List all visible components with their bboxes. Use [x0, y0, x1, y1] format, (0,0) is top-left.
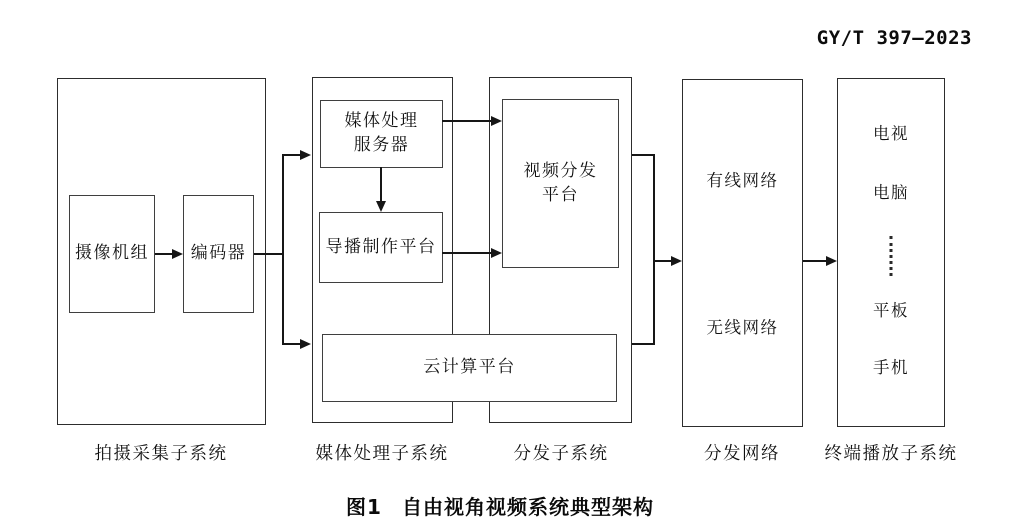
arrow-server-to-director-line	[380, 167, 382, 202]
distribution-network-label: 分发网络	[704, 444, 780, 464]
arrow-director-to-vplatform-line	[442, 252, 491, 254]
merge-bottom-line	[632, 343, 655, 345]
wireless-network-label: 无线网络	[706, 318, 779, 337]
camera-group-box	[69, 195, 155, 313]
wired-network-label: 有线网络	[706, 171, 779, 190]
video-distribution-platform-label-line1: 视频分发	[523, 160, 598, 181]
capture-subsystem-label: 拍摄采集子系统	[94, 444, 228, 464]
terminal-subsystem-box	[837, 78, 945, 427]
arrow-server-to-vplatform-line	[442, 120, 491, 122]
merge-bracket-vertical-line	[653, 154, 655, 345]
device-computer-label: 电脑	[873, 183, 909, 202]
arrow-network-to-terminal-head	[826, 256, 837, 266]
cloud-platform-label: 云计算平台	[423, 357, 516, 378]
camera-group-label: 摄像机组	[75, 243, 149, 264]
media-server-label-line2: 服务器	[353, 135, 410, 155]
video-distribution-platform-label-line2: 平台	[542, 184, 579, 205]
figure-caption	[346, 491, 654, 520]
split-top-line	[284, 154, 301, 156]
arrow-server-to-vplatform-head	[491, 116, 502, 126]
figure-number: 图1	[346, 495, 382, 519]
arrow-to-network-line	[655, 260, 672, 262]
arrow-camera-to-encoder-head	[172, 249, 183, 259]
distribution-network-box	[682, 79, 803, 427]
arrow-to-media-subsystem-top-head	[300, 150, 311, 160]
vertical-ellipsis-icon	[890, 236, 893, 276]
device-tablet-label: 平板	[873, 301, 909, 320]
encoder-label: 编码器	[190, 243, 247, 264]
arrow-to-media-subsystem-bottom-head	[300, 339, 311, 349]
media-server-label-line1: 媒体处理	[344, 111, 419, 132]
director-platform-label: 导播制作平台	[325, 236, 437, 257]
encoder-box	[183, 195, 254, 313]
arrow-director-to-vplatform-head	[491, 248, 502, 258]
media-subsystem-label: 媒体处理子系统	[315, 444, 449, 464]
arrow-camera-to-encoder-line	[155, 253, 173, 255]
figure-title: 自由视角视频系统典型架构	[401, 495, 654, 519]
cloud-platform-box	[322, 334, 617, 402]
distribution-subsystem-label: 分发子系统	[513, 444, 609, 464]
standard-number: GY/T 397—2023	[816, 27, 972, 49]
director-platform-box	[319, 212, 443, 283]
encoder-output-line	[254, 253, 284, 255]
arrow-to-network-head	[671, 256, 682, 266]
device-phone-label: 手机	[873, 358, 909, 377]
merge-top-line	[632, 154, 655, 156]
arrow-server-to-director-head	[376, 201, 386, 212]
video-distribution-platform-box	[502, 99, 619, 268]
media-server-box	[320, 100, 443, 168]
split-bottom-line	[284, 343, 301, 345]
terminal-subsystem-label: 终端播放子系统	[824, 444, 958, 464]
split-bracket-vertical-line	[282, 154, 284, 345]
device-tv-label: 电视	[873, 124, 909, 143]
arrow-network-to-terminal-line	[803, 260, 827, 262]
